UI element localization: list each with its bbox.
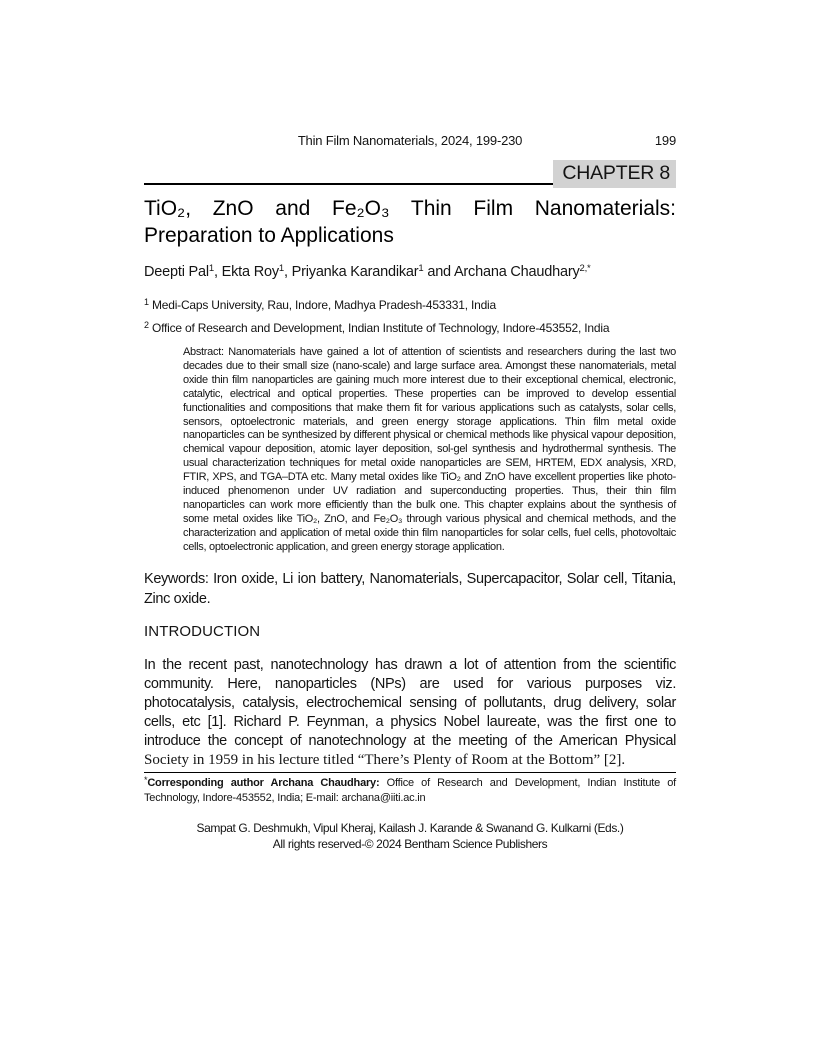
rights-line: All rights reserved-© 2024 Bentham Science Publishers bbox=[272, 837, 548, 852]
chapter-row bbox=[144, 157, 676, 188]
affiliation-superscript: 2 bbox=[144, 320, 149, 330]
affiliation-text: Medi-Caps University, Rau, Indore, Madhya Pradesh-453331, India bbox=[148, 298, 496, 312]
footnote-asterisk: * bbox=[144, 774, 148, 785]
author-affiliation-superscript: 1 bbox=[208, 263, 214, 274]
author-name: , Ekta Roy bbox=[214, 264, 279, 280]
author-affiliation-superscript: 1 bbox=[418, 263, 424, 274]
corresponding-author-footnote bbox=[144, 776, 676, 807]
text-column bbox=[144, 133, 676, 853]
abstract-paragraph: Abstract: Nanomaterials have gained a lot of attention of scientists and researchers during the last two decades due to their small size (nano-scale) and large surface area. Amongst these nanomaterials, metal oxide thin film nanoparticles are gaining much more interest due to their exceptional chemical, electronic, catalytic, electrical and optical properties. These properties can be improved to develop essential functionalities and compositions that make them fit for various applications such as catalysts, solar cells, sensors, optoelectronic materials, and green energy storage applications. Thin film metal oxide nanoparticles can be synthesized by different physical or chemical methods like physical vapour deposition, chemical vapour deposition, atomic layer deposition, sol-gel synthesis and hydrothermal synthesis. The usual characterization techniques for metal oxide nanoparticles are SEM, HRTEM, EDX analysis, XRD, FTIR, XPS, and TGA–DTA etc. Many metal oxides like TiO₂ and ZnO have excellent properties like photo-induced phenomenon under UV radiation and superconducting properties. Thus, their thin film nanoparticles can work more efficiently than the bulk one. This chapter explains about the synthesis of some metal oxides like TiO₂, ZnO, and Fe₂O₃ through various physical and chemical methods, and the characterization and application of metal oxide thin film nanoparticles for solar cells, fuel cells, photovoltaic cells, optoelectronic application, and green energy storage application. bbox=[183, 346, 676, 553]
introduction-heading: INTRODUCTION bbox=[144, 622, 261, 640]
chapter-badge: CHAPTER 8 bbox=[553, 160, 676, 188]
keywords-paragraph: Keywords: Iron oxide, Li ion battery, Nanomaterials, Supercapacitor, Solar cell, Titania, Zinc oxide. bbox=[144, 570, 676, 607]
corresponding-author-superscript: 2,* bbox=[579, 263, 591, 274]
publisher-block bbox=[144, 820, 676, 853]
author-name: , Priyanka Karandikar bbox=[283, 264, 419, 280]
introduction-paragraph bbox=[144, 656, 676, 770]
introduction-text: In the recent past, nanotechnology has drawn a lot of attention from the scientific community. Here, nanoparticles (NPs) are used for various purposes viz. photocatalysis, catalysis, electrochemical sensing of pollutants, drug delivery, solar cells, etc [1]. Richard P. Feynman, a physics Nobel laureate, was the first one to introduce the concept of nanotechnology at the meeting of the American Physical bbox=[144, 656, 676, 749]
chapter-title-line1: TiO₂, ZnO and Fe₂O₃ Thin Film Nanomaterials: bbox=[144, 197, 676, 220]
editors-line: Sampat G. Deshmukh, Vipul Kheraj, Kailash J. Karande & Swanand G. Kulkarni (Eds.) bbox=[196, 820, 624, 835]
chapter-title bbox=[144, 195, 676, 249]
footnote-rule bbox=[144, 772, 676, 773]
page-number: 199 bbox=[654, 133, 676, 148]
running-title: Thin Film Nanomaterials, 2024, 199-230 bbox=[297, 133, 523, 148]
footnote-text: Office of Research and Development, Indian Institute of Technology, Indore-453552, India; E-mail: archana@iiti.ac.in bbox=[144, 776, 676, 805]
author-name: and Archana Chaudhary bbox=[423, 264, 580, 280]
running-header bbox=[144, 133, 676, 148]
footnote-author-label: Corresponding author Archana Chaudhary: bbox=[147, 776, 380, 789]
affiliation-text: Office of Research and Development, Indian Institute of Technology, Indore-453552, India bbox=[148, 321, 610, 335]
authors-line bbox=[144, 264, 676, 280]
affiliation-2 bbox=[144, 321, 676, 335]
introduction-text-serif: Society in 1959 in his lecture titled “There’s Plenty of Room at the Bottom” [2]. bbox=[144, 751, 626, 768]
author-name: Deepti Pal bbox=[144, 264, 209, 280]
author-affiliation-superscript: 1 bbox=[278, 263, 284, 274]
affiliation-superscript: 1 bbox=[144, 297, 149, 307]
chapter-title-line2: Preparation to Applications bbox=[144, 224, 394, 247]
affiliation-1 bbox=[144, 298, 676, 312]
